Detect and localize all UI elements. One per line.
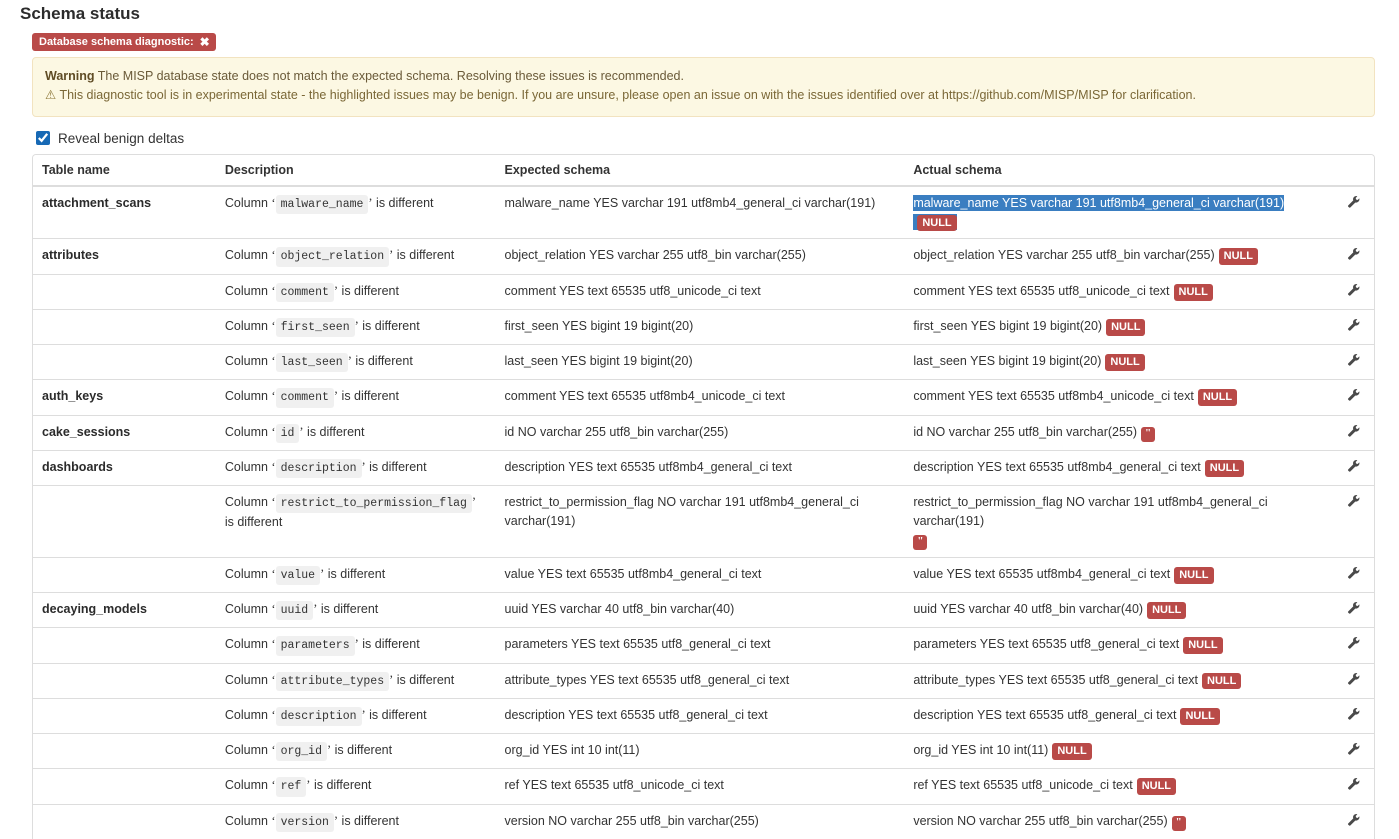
reveal-benign-deltas-label[interactable]: Reveal benign deltas: [58, 130, 185, 146]
wrench-icon[interactable]: [1347, 600, 1360, 614]
schema-table-container: [32, 154, 1375, 839]
quote-mark: ‘: [271, 424, 276, 439]
cell-table-name: [33, 628, 216, 663]
quote-mark: ‘: [271, 389, 276, 404]
cell-description: [216, 486, 496, 558]
table-row: [33, 698, 1374, 733]
description-suffix: is different: [338, 283, 399, 298]
warning-line-2: [45, 86, 1362, 105]
description-prefix: Column: [224, 602, 272, 617]
quote-mark: ‘: [271, 248, 276, 263]
cell-expected-schema: id NO varchar 255 utf8_bin varchar(255): [496, 415, 905, 450]
cell-expected-schema: restrict_to_permission_flag NO varchar 191 utf8mb4_general_ci varchar(191): [496, 486, 905, 558]
quote-mark: ’: [389, 672, 394, 687]
cell-actions: [1332, 769, 1374, 804]
cell-actions: [1332, 415, 1374, 450]
quote-diff-badge: ": [1172, 816, 1186, 831]
description-prefix: Column: [224, 707, 272, 722]
cell-actual-schema: [904, 345, 1332, 380]
description-prefix: Column: [224, 354, 272, 369]
null-badge: NULL: [1137, 778, 1176, 795]
cell-table-name: [33, 486, 216, 558]
quote-diff-badge: ": [1141, 427, 1155, 442]
cell-table-name: [33, 769, 216, 804]
cell-table-name: cake_sessions: [33, 415, 216, 450]
wrench-icon[interactable]: [1347, 741, 1360, 755]
cell-description: [216, 450, 496, 485]
null-badge: NULL: [1147, 602, 1186, 619]
actual-schema-text: description YES text 65535 utf8_general_ci text: [913, 707, 1177, 722]
column-name-chip: id: [276, 424, 300, 443]
description-prefix: Column: [224, 283, 272, 298]
description-suffix: is different: [324, 566, 386, 581]
column-name-chip: description: [276, 459, 362, 478]
table-row: [33, 628, 1374, 663]
cell-table-name: [33, 345, 216, 380]
cell-table-name: [33, 663, 216, 698]
cell-actions: [1332, 698, 1374, 733]
cell-actual-schema: [904, 380, 1332, 415]
cell-actual-schema: [904, 450, 1332, 485]
cell-table-name: attributes: [33, 239, 216, 274]
null-badge: NULL: [1180, 708, 1219, 725]
quote-mark: ‘: [271, 602, 276, 617]
cell-actual-schema: [904, 415, 1332, 450]
description-prefix: Column: [224, 743, 272, 758]
cell-description: [216, 663, 496, 698]
actual-schema-text: comment YES text 65535 utf8_unicode_ci text: [913, 283, 1170, 298]
cell-table-name: auth_keys: [33, 380, 216, 415]
quote-mark: ’: [347, 354, 352, 369]
table-row: [33, 663, 1374, 698]
cell-actions: [1332, 593, 1374, 628]
actual-schema-text: malware_name YES varchar 191 utf8mb4_general_ci varchar(191): [913, 195, 1285, 210]
quote-mark: ‘: [271, 566, 276, 581]
wrench-icon[interactable]: [1347, 423, 1360, 437]
actual-schema-text: object_relation YES varchar 255 utf8_bin varchar(255): [913, 248, 1215, 263]
cell-description: [216, 239, 496, 274]
cell-table-name: attachment_scans: [42, 195, 152, 210]
warning-banner: [32, 57, 1375, 117]
table-row: [33, 734, 1374, 769]
wrench-icon[interactable]: [1347, 246, 1360, 260]
quote-mark: ’: [299, 424, 304, 439]
cell-expected-schema: description YES text 65535 utf8_general_ci text: [496, 698, 905, 733]
warning-triangle-icon: ⚠: [45, 88, 57, 103]
close-icon[interactable]: ✖: [199, 35, 210, 50]
quote-mark: ’: [471, 495, 477, 510]
column-name-chip: last_seen: [276, 353, 348, 372]
diagnostic-badge-row: [10, 32, 1389, 57]
cell-description: [216, 274, 496, 309]
column-header-actual-schema: Actual schema: [904, 155, 1332, 186]
quote-mark: ’: [368, 195, 373, 210]
cell-table-name: [33, 804, 216, 839]
quote-mark: ’: [361, 459, 366, 474]
reveal-benign-deltas-checkbox[interactable]: [36, 131, 50, 145]
description-prefix: Column: [224, 637, 272, 652]
cell-expected-schema: last_seen YES bigint 19 bigint(20): [496, 345, 905, 380]
wrench-icon[interactable]: [1347, 776, 1360, 790]
table-row: [33, 415, 1374, 450]
column-name-chip: comment: [276, 388, 334, 407]
quote-mark: ‘: [271, 637, 276, 652]
null-badge: NULL: [1174, 284, 1213, 301]
quote-mark: ’: [313, 602, 318, 617]
warning-line-1: [45, 67, 1362, 86]
description-suffix: is different: [358, 637, 420, 652]
quote-mark: ‘: [271, 459, 276, 474]
null-badge: NULL: [1198, 389, 1237, 406]
warning-text-1: The MISP database state does not match the expected schema. Resolving these issues is recommended.: [97, 69, 684, 84]
reveal-benign-deltas-row: [10, 117, 1389, 154]
cell-description: [216, 628, 496, 663]
quote-mark: ’: [354, 318, 359, 333]
column-header-description: Description: [216, 155, 496, 186]
cell-actual-schema: [904, 663, 1332, 698]
quote-mark: ‘: [271, 813, 276, 828]
cell-description: [216, 593, 496, 628]
actual-schema-text: comment YES text 65535 utf8mb4_unicode_ci text: [913, 389, 1194, 404]
quote-mark: ’: [333, 283, 339, 298]
status-badge: [32, 33, 216, 51]
actual-schema-text: ref YES text 65535 utf8_unicode_ci text: [913, 778, 1133, 793]
description-prefix: Column: [224, 566, 272, 581]
quote-mark: ‘: [271, 672, 276, 687]
cell-actual-schema: [904, 309, 1332, 344]
table-row: [33, 274, 1374, 309]
table-row: [33, 593, 1374, 628]
wrench-icon[interactable]: [1347, 194, 1360, 208]
column-name-chip: first_seen: [276, 318, 355, 337]
cell-actual-schema: [904, 769, 1332, 804]
quote-mark: ‘: [271, 195, 276, 210]
quote-mark: ‘: [271, 283, 276, 298]
description-suffix: is different: [365, 459, 427, 474]
null-badge: NULL: [1219, 248, 1258, 265]
column-name-chip: description: [276, 707, 362, 726]
wrench-icon[interactable]: [1347, 387, 1360, 401]
cell-actions: [1332, 663, 1374, 698]
quote-diff-badge: ": [913, 535, 927, 550]
quote-mark: ’: [389, 248, 394, 263]
table-row: [33, 309, 1374, 344]
status-badge-label: Database schema diagnostic:: [39, 36, 194, 48]
cell-actual-schema: [904, 486, 1332, 558]
description-suffix: is different: [331, 743, 393, 758]
null-badge: NULL: [917, 215, 956, 232]
null-badge: NULL: [1174, 567, 1213, 584]
wrench-icon[interactable]: [1347, 282, 1360, 296]
quote-mark: ‘: [271, 318, 276, 333]
quote-mark: ’: [333, 389, 339, 404]
description-suffix: is different: [317, 602, 379, 617]
column-name-chip: value: [276, 566, 321, 585]
actual-schema-text: uuid YES varchar 40 utf8_bin varchar(40): [913, 602, 1144, 617]
table-row: [33, 239, 1374, 274]
cell-actual-schema: [904, 628, 1332, 663]
null-badge: NULL: [1202, 673, 1241, 690]
actual-schema-text: value YES text 65535 utf8mb4_general_ci text: [913, 566, 1171, 581]
description-prefix: Column: [224, 495, 272, 510]
column-header-expected-schema: Expected schema: [496, 155, 905, 186]
cell-expected-schema: org_id YES int 10 int(11): [496, 734, 905, 769]
cell-expected-schema: comment YES text 65535 utf8mb4_unicode_ci text: [496, 380, 905, 415]
description-suffix: is different: [338, 389, 399, 404]
quote-mark: ’: [327, 743, 332, 758]
cell-description: [216, 804, 496, 839]
cell-description: [216, 186, 496, 239]
table-row: [33, 186, 1374, 239]
cell-expected-schema: parameters YES text 65535 utf8_general_ci text: [496, 628, 905, 663]
cell-expected-schema: first_seen YES bigint 19 bigint(20): [496, 309, 905, 344]
cell-actions: [1332, 450, 1374, 485]
actual-schema-text: id NO varchar 255 utf8_bin varchar(255): [913, 424, 1138, 439]
cell-actual-schema: [904, 734, 1332, 769]
actual-schema-text: restrict_to_permission_flag NO varchar 191 utf8mb4_general_ci varchar(191): [913, 495, 1268, 528]
column-name-chip: org_id: [276, 742, 327, 761]
cell-description: [216, 698, 496, 733]
cell-expected-schema: ref YES text 65535 utf8_unicode_ci text: [496, 769, 905, 804]
description-suffix: is different: [351, 354, 413, 369]
null-badge: NULL: [1105, 354, 1144, 371]
column-header-actions: [1332, 155, 1374, 186]
cell-expected-schema: description YES text 65535 utf8mb4_general_ci text: [496, 450, 905, 485]
cell-description: [216, 769, 496, 804]
quote-mark: ’: [361, 707, 366, 722]
cell-actions: [1332, 486, 1374, 558]
description-suffix: is different: [310, 778, 372, 793]
quote-mark: ‘: [271, 707, 276, 722]
quote-mark: ’: [320, 566, 325, 581]
wrench-icon[interactable]: [1347, 706, 1360, 720]
schema-table-head: [33, 155, 1374, 186]
cell-table-name: [33, 734, 216, 769]
description-prefix: Column: [224, 248, 272, 263]
table-row: [33, 804, 1374, 839]
description-suffix: is different: [303, 424, 365, 439]
description-suffix: is different: [372, 195, 434, 210]
column-header-table-name: Table name: [33, 155, 216, 186]
quote-mark: ‘: [271, 743, 276, 758]
cell-expected-schema: attribute_types YES text 65535 utf8_general_ci text: [496, 663, 905, 698]
cell-description: [216, 734, 496, 769]
actual-schema-text: parameters YES text 65535 utf8_general_ci text: [913, 637, 1180, 652]
table-row: [33, 486, 1374, 558]
table-row: [33, 769, 1374, 804]
description-prefix: Column: [224, 195, 272, 210]
cell-actions: [1332, 186, 1374, 239]
cell-table-name: [33, 557, 216, 592]
null-badge: NULL: [1052, 743, 1091, 760]
column-name-chip: object_relation: [276, 247, 390, 266]
actual-schema-text: version NO varchar 255 utf8_bin varchar(255): [913, 813, 1168, 828]
cell-actual-schema: [904, 593, 1332, 628]
column-name-chip: parameters: [276, 636, 355, 655]
wrench-icon[interactable]: [1347, 317, 1360, 331]
wrench-icon[interactable]: [1347, 352, 1360, 366]
cell-description: [216, 557, 496, 592]
description-suffix: is different: [224, 515, 283, 530]
cell-description: [216, 380, 496, 415]
cell-expected-schema: version NO varchar 255 utf8_bin varchar(255): [496, 804, 905, 839]
quote-mark: ‘: [271, 354, 276, 369]
cell-actual-schema: [904, 186, 1332, 239]
description-suffix: is different: [365, 707, 427, 722]
table-row: [33, 345, 1374, 380]
column-name-chip: version: [276, 813, 334, 832]
cell-actual-schema: [904, 239, 1332, 274]
column-name-chip: attribute_types: [276, 672, 390, 691]
cell-table-name: [33, 698, 216, 733]
description-suffix: is different: [358, 318, 420, 333]
null-badge: NULL: [1205, 460, 1244, 477]
wrench-icon[interactable]: [1347, 635, 1360, 649]
actual-schema-text: attribute_types YES text 65535 utf8_general_ci text: [913, 672, 1198, 687]
actual-schema-text: description YES text 65535 utf8mb4_general_ci text: [913, 459, 1201, 474]
description-suffix: is different: [393, 248, 455, 263]
quote-mark: ’: [354, 637, 359, 652]
schema-table-header-row: [33, 155, 1374, 186]
cell-actual-schema: [904, 557, 1332, 592]
cell-actions: [1332, 239, 1374, 274]
cell-expected-schema: value YES text 65535 utf8mb4_general_ci text: [496, 557, 905, 592]
null-badge: NULL: [1183, 637, 1222, 654]
schema-table-body: [33, 186, 1374, 839]
description-prefix: Column: [224, 389, 272, 404]
column-name-chip: uuid: [276, 601, 314, 620]
cell-expected-schema: comment YES text 65535 utf8_unicode_ci text: [496, 274, 905, 309]
wrench-icon[interactable]: [1347, 458, 1360, 472]
quote-mark: ‘: [271, 495, 276, 510]
quote-mark: ’: [306, 778, 311, 793]
description-prefix: Column: [224, 424, 272, 439]
description-prefix: Column: [224, 459, 272, 474]
actual-schema-text: last_seen YES bigint 19 bigint(20): [913, 354, 1102, 369]
wrench-icon[interactable]: [1347, 671, 1360, 685]
table-row: [33, 450, 1374, 485]
cell-actual-schema: [904, 698, 1332, 733]
cell-actual-schema: [904, 804, 1332, 839]
table-row: [33, 557, 1374, 592]
cell-table-name: [33, 274, 216, 309]
actual-schema-text: org_id YES int 10 int(11): [913, 743, 1049, 758]
schema-table: [33, 155, 1374, 839]
actual-schema-text: first_seen YES bigint 19 bigint(20): [913, 318, 1103, 333]
wrench-icon[interactable]: [1347, 493, 1360, 507]
description-prefix: Column: [224, 778, 272, 793]
description-prefix: Column: [224, 672, 272, 687]
cell-actual-schema: [904, 274, 1332, 309]
cell-description: [216, 345, 496, 380]
cell-actions: [1332, 309, 1374, 344]
cell-expected-schema: malware_name YES varchar 191 utf8mb4_general_ci varchar(191): [504, 195, 876, 210]
description-prefix: Column: [224, 813, 272, 828]
column-name-chip: comment: [276, 283, 334, 302]
cell-expected-schema: uuid YES varchar 40 utf8_bin varchar(40): [496, 593, 905, 628]
page-title: Schema status: [20, 4, 140, 23]
wrench-icon[interactable]: [1347, 565, 1360, 579]
table-row: [33, 380, 1374, 415]
cell-actions: [1332, 274, 1374, 309]
cell-table-name: dashboards: [33, 450, 216, 485]
warning-strong: Warning: [45, 69, 95, 84]
cell-actions: [1332, 380, 1374, 415]
cell-actions: [1332, 557, 1374, 592]
quote-mark: ’: [333, 813, 339, 828]
column-name-chip: restrict_to_permission_flag: [276, 494, 472, 513]
cell-table-name: [33, 309, 216, 344]
description-prefix: Column: [224, 318, 272, 333]
cell-actions: [1332, 628, 1374, 663]
quote-mark: ‘: [271, 778, 276, 793]
cell-description: [216, 415, 496, 450]
description-suffix: is different: [338, 813, 399, 828]
cell-actions: [1332, 734, 1374, 769]
null-badge: NULL: [1106, 319, 1145, 336]
selected-text-highlight: [913, 195, 1284, 230]
warning-text-2: This diagnostic tool is in experimental state - the highlighted issues may be benign. If you are unsure, please open an issue on with the issues identified over at https://github.com/MISP/MISP for clarification.: [59, 88, 1196, 103]
column-name-chip: malware_name: [276, 195, 369, 214]
cell-description: [216, 309, 496, 344]
cell-actions: [1332, 345, 1374, 380]
cell-actions: [1332, 804, 1374, 839]
column-name-chip: ref: [276, 777, 307, 796]
cell-table-name: decaying_models: [33, 593, 216, 628]
description-suffix: is different: [393, 672, 455, 687]
cell-expected-schema: object_relation YES varchar 255 utf8_bin varchar(255): [496, 239, 905, 274]
wrench-icon[interactable]: [1347, 812, 1360, 826]
